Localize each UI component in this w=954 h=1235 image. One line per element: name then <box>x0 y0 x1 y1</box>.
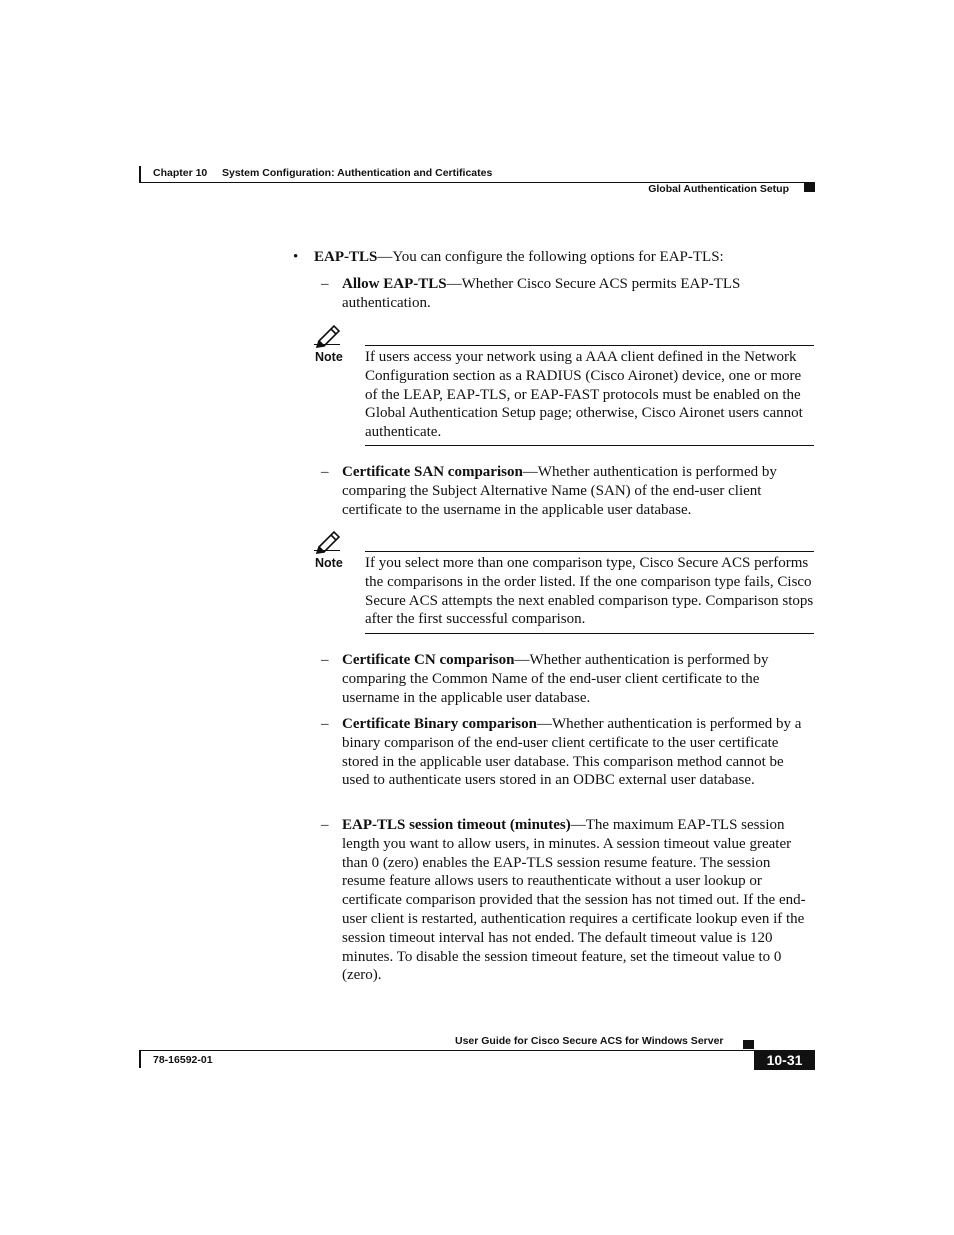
bullet-term: EAP-TLS <box>314 249 378 265</box>
item-term: Allow EAP-TLS <box>342 276 447 292</box>
page-number-badge: 10-31 <box>754 1050 815 1070</box>
note-label: Note <box>315 556 343 570</box>
note-text: If users access your network using a AAA client defined in the Network Configuration section as a RADIUS (Cisco Aironet) device, one or more of the LEAP, EAP-TLS, or EAP-FAST protocols must be enabled on the Global Authentication Setup page; otherwise, Cisco Aironet users cannot authenticate. <box>365 349 803 441</box>
item-term: Certificate SAN comparison <box>342 464 523 480</box>
bullet-eap-tls <box>314 248 724 267</box>
dash-symbol: – <box>321 652 329 668</box>
note-label: Note <box>315 350 343 364</box>
item-term: Certificate CN comparison <box>342 652 515 668</box>
header-left-bar <box>139 166 141 183</box>
chapter-label: Chapter 10 <box>153 167 208 179</box>
item-description: —Whether Cisco Secure ACS permits EAP-TLS authentication. <box>342 276 741 311</box>
item-description: —Whether authentication is performed by comparing the Common Name of the end-user client certificate to the username in the applicable user database. <box>342 652 769 706</box>
footer-square-marker <box>743 1040 754 1049</box>
footer-doc-number: 78-16592-01 <box>153 1054 213 1066</box>
note-top-rule <box>365 345 814 346</box>
dash-symbol: – <box>321 464 329 480</box>
item-eap-tls-session-timeout <box>342 816 814 985</box>
chapter-title: System Configuration: Authentication and Certificates <box>222 167 493 179</box>
item-certificate-san-comparison <box>342 463 814 519</box>
note-bottom-rule <box>365 633 814 634</box>
dash-symbol: – <box>321 817 329 833</box>
item-term: Certificate Binary comparison <box>342 716 537 732</box>
dash-symbol: – <box>321 716 329 732</box>
note-bottom-rule <box>365 445 814 446</box>
item-term: EAP-TLS session timeout (minutes) <box>342 817 571 833</box>
item-certificate-cn-comparison <box>342 651 814 707</box>
bullet-description: —You can configure the following options for EAP-TLS: <box>377 249 724 265</box>
footer-guide-title: User Guide for Cisco Secure ACS for Windows Server <box>455 1035 724 1047</box>
note-icon-rule <box>314 550 340 551</box>
header-square-marker <box>804 183 815 192</box>
bullet-symbol: • <box>293 249 299 265</box>
item-description: —Whether authentication is performed by comparing the Subject Alternative Name (SAN) of the end-user client certificate to the username in the applicable user database. <box>342 464 777 518</box>
note-text: If you select more than one comparison type, Cisco Secure ACS performs the comparisons in the order listed. If the one comparison type fails, Cisco Secure ACS attempts the next enabled comparison type. Comparison stops after the first successful comparison. <box>365 555 814 628</box>
note-icon-rule <box>314 344 340 345</box>
item-certificate-binary-comparison <box>342 715 814 790</box>
item-description: —Whether authentication is performed by a binary comparison of the end-user client certificate to the user certificate stored in the applicable user database. This comparison method cannot be used to authenticate users stored in an ODBC external user database. <box>342 716 802 789</box>
footer-rule <box>139 1050 815 1051</box>
section-title: Global Authentication Setup <box>648 183 789 195</box>
note-top-rule <box>365 551 814 552</box>
item-description: —The maximum EAP-TLS session length you want to allow users, in minutes. A session timeout value greater than 0 (zero) enables the EAP-TLS session resume feature. The session resume feature allows users to reauthenticate without a user lookup or certificate comparison provided that the session has not timed out. If the end-user client is restarted, authentication requires a certificate lookup even if the session timeout interval has not ended. The default timeout value is 120 minutes. To disable the session timeout feature, set the timeout value to 0 (zero). <box>342 817 806 984</box>
footer-left-bar <box>139 1050 141 1068</box>
dash-symbol: – <box>321 276 329 292</box>
item-allow-eap-tls <box>342 275 814 313</box>
